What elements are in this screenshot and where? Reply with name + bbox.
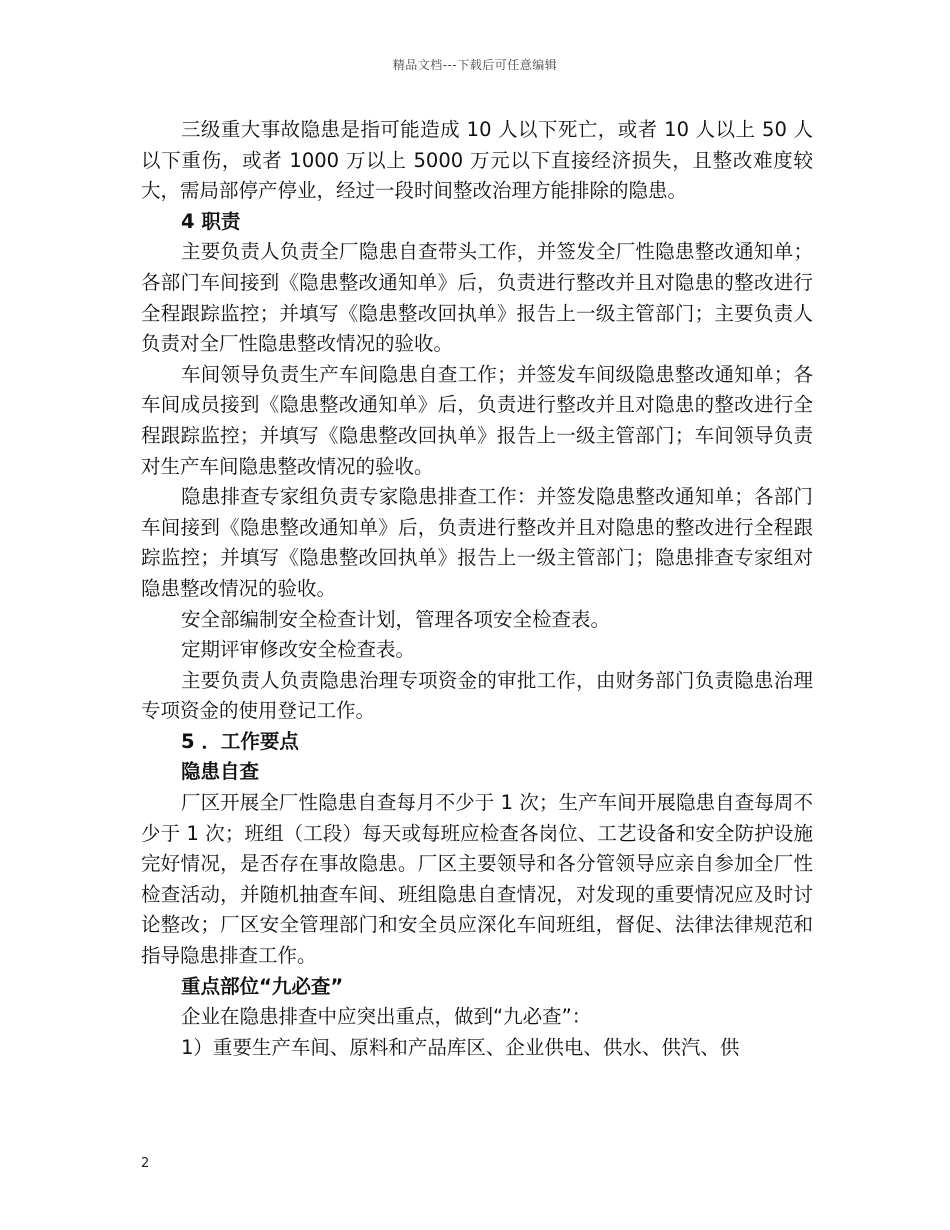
paragraph-workshop-leader-responsibility: 车间领导负责生产车间隐患自查工作；并签发车间级隐患整改通知单；各车间成员接到《隐患整改通知单》后，负责进行整改并且对隐患的整改进行全程跟踪监控；并填写《隐患整改回执单》报告上一级主管部门；车间领导负责对生产车间隐患整改情况的验收。 <box>141 362 813 478</box>
page-number: 2 <box>141 1156 150 1171</box>
paragraph-self-inspection-frequency: 厂区开展全厂性隐患自查每月不少于 1 次；生产车间开展隐患自查每周不少于 1 次；班组（工段）每天或每班应检查各岗位、工艺设备和安全防护设施完好情况，是否存在事故隐患。厂区主要领导和各分管领导应亲自参加全厂性检查活动，并随机抽查车间、班组隐患自查情况，对发现的重要情况应及时讨论整改；厂区安全管理部门和安全员应深化车间班组，督促、法律法律规范和指导隐患排查工作。 <box>141 791 813 968</box>
paragraph-nine-must-checks-intro: 企业在隐患排查中应突出重点，做到“九必查”： <box>181 1005 592 1029</box>
paragraph-principal-responsibility: 主要负责人负责全厂隐患自查带头工作，并签发全厂性隐患整改通知单；各部门车间接到《隐患整改通知单》后，负责进行整改并且对隐患的整改进行全程跟踪监控；并填写《隐患整改回执单》报告上一级主管部门；主要负责人负责对全厂性隐患整改情况的验收。 <box>141 240 813 356</box>
paragraph-review-checklist: 定期评审修改安全检查表。 <box>181 638 416 662</box>
subheading-self-inspection: 隐患自查 <box>181 760 260 784</box>
section-heading-responsibilities: 4 职责 <box>181 209 241 233</box>
subheading-nine-must-checks: 重点部位“九必查” <box>181 974 344 998</box>
page-header: 精品文档---下载后可任意编辑 <box>392 58 558 72</box>
paragraph-special-funds: 主要负责人负责隐患治理专项资金的审批工作，由财务部门负责隐患治理专项资金的使用登记工作。 <box>141 668 813 723</box>
paragraph-safety-department-plan: 安全部编制安全检查计划，管理各项安全检查表。 <box>181 607 611 631</box>
paragraph-level3-hazard-definition: 三级重大事故隐患是指可能造成 10 人以下死亡，或者 10 人以上 50 人以下重伤，或者 1000 万以上 5000 万元以下直接经济损失，且整改难度较大，需局部停产停业，经过一段时间整改治理方能排除的隐患。 <box>141 118 813 203</box>
document-body <box>141 115 813 1063</box>
list-item-1: 1）重要生产车间、原料和产品库区、企业供电、供水、供汽、供 <box>181 1035 740 1059</box>
paragraph-expert-group-responsibility: 隐患排查专家组负责专家隐患排查工作：并签发隐患整改通知单；各部门车间接到《隐患整改通知单》后，负责进行整改并且对隐患的整改进行全程跟踪监控；并填写《隐患整改回执单》报告上一级主管部门；隐患排查专家组对隐患整改情况的验收。 <box>141 485 813 600</box>
section-heading-work-points: 5 ．工作要点 <box>181 729 299 753</box>
